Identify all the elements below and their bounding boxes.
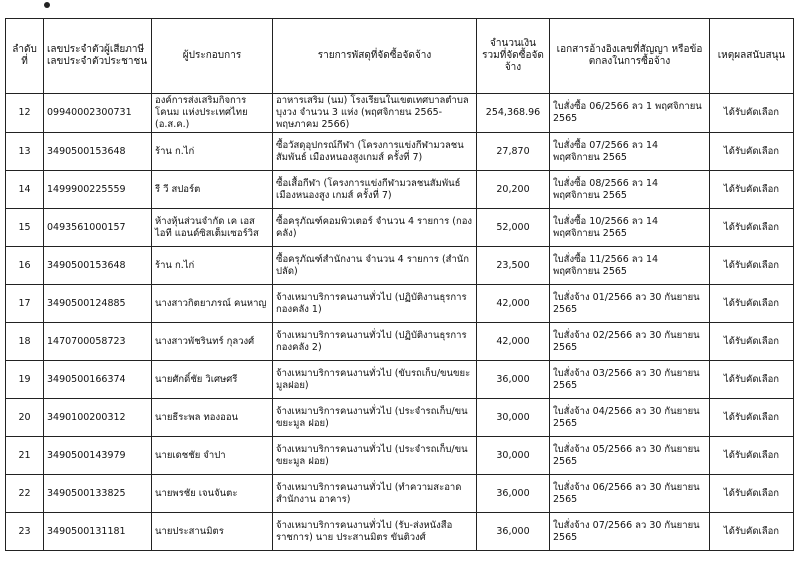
row-no: 23: [6, 513, 44, 551]
row-doc: ใบสั่งจ้าง 02/2566 ลว 30 กันยายน 2565: [550, 323, 710, 361]
header-no: ลำดับที่: [6, 19, 44, 94]
row-doc: ใบสั่งจ้าง 05/2566 ลว 30 กันยายน 2565: [550, 437, 710, 475]
row-tax-id: 3490500153648: [44, 133, 152, 171]
row-reason: ได้รับคัดเลือก: [710, 475, 794, 513]
row-vendor: นายพรชัย เจนจันตะ: [152, 475, 273, 513]
row-no: 15: [6, 209, 44, 247]
row-item: จ้างเหมาบริการคนงานทั่วไป (ปฏิบัติงานธุรการกองคลัง 1): [273, 285, 477, 323]
row-no: 21: [6, 437, 44, 475]
row-vendor: องค์การส่งเสริมกิจการโคนม แห่งประเทศไทย (อ.ส.ค.): [152, 94, 273, 133]
row-doc: ใบสั่งซื้อ 08/2566 ลว 14 พฤศจิกายน 2565: [550, 171, 710, 209]
row-amount: 36,000: [477, 361, 550, 399]
row-reason: ได้รับคัดเลือก: [710, 209, 794, 247]
row-amount: 27,870: [477, 133, 550, 171]
row-vendor: นายธีระพล ทองออน: [152, 399, 273, 437]
row-amount: 30,000: [477, 399, 550, 437]
row-vendor: นายเดชชัย จำปา: [152, 437, 273, 475]
table-row: [6, 209, 794, 247]
row-amount: 36,000: [477, 475, 550, 513]
header-doc: เอกสารอ้างอิงเลขที่สัญญา หรือข้อตกลงในการซื้อจ้าง: [550, 19, 710, 94]
row-amount: 52,000: [477, 209, 550, 247]
row-vendor: ห้างหุ้นส่วนจำกัด เค เอส ไอที แอนด์ซิสเต็มเซอร์วิส: [152, 209, 273, 247]
row-item: ซื้อครุภัณฑ์สำนักงาน จำนวน 4 รายการ (สำนักปลัด): [273, 247, 477, 285]
table-row: [6, 399, 794, 437]
row-vendor: นายศักดิ์ชัย วิเศษศรี: [152, 361, 273, 399]
table-row: [6, 323, 794, 361]
row-amount: 42,000: [477, 285, 550, 323]
row-reason: ได้รับคัดเลือก: [710, 94, 794, 133]
table-row: [6, 94, 794, 133]
row-amount: 30,000: [477, 437, 550, 475]
scan-mark: [44, 2, 50, 8]
table-row: [6, 475, 794, 513]
table-row: [6, 361, 794, 399]
row-tax-id: 3490100200312: [44, 399, 152, 437]
table-row: [6, 247, 794, 285]
row-no: 19: [6, 361, 44, 399]
table-row: [6, 437, 794, 475]
row-item: จ้างเหมาบริการคนงานทั่วไป (ประจำรถเก็บ/ขนขยะมูล ฝอย): [273, 437, 477, 475]
row-item: ซื้อครุภัณฑ์คอมพิวเตอร์ จำนวน 4 รายการ (กองคลัง): [273, 209, 477, 247]
row-item: จ้างเหมาบริการคนงานทั่วไป (ทำความสะอาดสำนักงาน อาคาร): [273, 475, 477, 513]
procurement-table: [5, 18, 794, 551]
row-vendor: นางสาวกิตยาภรณ์ คนหาญ: [152, 285, 273, 323]
row-tax-id: 1470700058723: [44, 323, 152, 361]
row-doc: ใบสั่งซื้อ 07/2566 ลว 14 พฤศจิกายน 2565: [550, 133, 710, 171]
header-amount: จำนวนเงิน รวมที่จัดซื้อจัด จ้าง: [477, 19, 550, 94]
row-tax-id: 3490500166374: [44, 361, 152, 399]
row-no: 12: [6, 94, 44, 133]
row-tax-id: 3490500131181: [44, 513, 152, 551]
row-item: อาหารเสริม (นม) โรงเรียนในเขตเทศบาลตำบลบุงวง จำนวน 3 แห่ง (พฤศจิกายน 2565-พฤษภาคม 2566): [273, 94, 477, 133]
row-vendor: ร้าน ก.ไก่: [152, 247, 273, 285]
row-item: จ้างเหมาบริการคนงานทั่วไป (รับ-ส่งหนังสือราชการ) นาย ประสานมิตร ขันติวงศ์: [273, 513, 477, 551]
row-no: 13: [6, 133, 44, 171]
row-amount: 254,368.96: [477, 94, 550, 133]
row-item: จ้างเหมาบริการคนงานทั่วไป (ประจำรถเก็บ/ขนขยะมูล ฝอย): [273, 399, 477, 437]
header-vendor: ผู้ประกอบการ: [152, 19, 273, 94]
row-vendor: รี วี สปอร์ต: [152, 171, 273, 209]
row-reason: ได้รับคัดเลือก: [710, 399, 794, 437]
row-reason: ได้รับคัดเลือก: [710, 437, 794, 475]
row-no: 17: [6, 285, 44, 323]
row-tax-id: 1499900225559: [44, 171, 152, 209]
row-vendor: ร้าน ก.ไก่: [152, 133, 273, 171]
row-amount: 23,500: [477, 247, 550, 285]
row-doc: ใบสั่งจ้าง 03/2566 ลว 30 กันยายน 2565: [550, 361, 710, 399]
row-item: ซื้อเสื้อกีฬา (โครงการแข่งกีฬามวลชนสัมพันธ์ เมืองหนองสูง เกมส์ ครั้งที่ 7): [273, 171, 477, 209]
row-reason: ได้รับคัดเลือก: [710, 133, 794, 171]
row-amount: 20,200: [477, 171, 550, 209]
row-tax-id: 09940002300731: [44, 94, 152, 133]
table-row: [6, 285, 794, 323]
row-vendor: นายประสานมิตร: [152, 513, 273, 551]
table-row: [6, 133, 794, 171]
row-no: 22: [6, 475, 44, 513]
row-doc: ใบสั่งซื้อ 10/2566 ลว 14 พฤศจิกายน 2565: [550, 209, 710, 247]
row-tax-id: 3490500153648: [44, 247, 152, 285]
table-row: [6, 513, 794, 551]
row-tax-id: 0493561000157: [44, 209, 152, 247]
row-no: 14: [6, 171, 44, 209]
row-tax-id: 3490500124885: [44, 285, 152, 323]
row-tax-id: 3490500133825: [44, 475, 152, 513]
row-item: ซื้อวัสดุอุปกรณ์กีฬา (โครงการแข่งกีฬามวลชนสัมพันธ์ เมืองหนองสูงเกมส์ ครั้งที่ 7): [273, 133, 477, 171]
row-vendor: นางสาวพัชรินทร์ กุลวงศ์: [152, 323, 273, 361]
row-no: 20: [6, 399, 44, 437]
row-doc: ใบสั่งจ้าง 07/2566 ลว 30 กันยายน 2565: [550, 513, 710, 551]
row-doc: ใบสั่งจ้าง 01/2566 ลว 30 กันยายน 2565: [550, 285, 710, 323]
row-reason: ได้รับคัดเลือก: [710, 361, 794, 399]
table-row: [6, 171, 794, 209]
row-no: 16: [6, 247, 44, 285]
row-item: จ้างเหมาบริการคนงานทั่วไป (ขับรถเก็บ/ขนขยะมูลฝอย): [273, 361, 477, 399]
row-reason: ได้รับคัดเลือก: [710, 171, 794, 209]
row-reason: ได้รับคัดเลือก: [710, 285, 794, 323]
row-reason: ได้รับคัดเลือก: [710, 513, 794, 551]
row-item: จ้างเหมาบริการคนงานทั่วไป (ปฏิบัติงานธุรการกองคลัง 2): [273, 323, 477, 361]
row-doc: ใบสั่งจ้าง 04/2566 ลว 30 กันยายน 2565: [550, 399, 710, 437]
row-doc: ใบสั่งซื้อ 11/2566 ลว 14 พฤศจิกายน 2565: [550, 247, 710, 285]
header-reason: เหตุผลสนับสนุน: [710, 19, 794, 94]
row-reason: ได้รับคัดเลือก: [710, 323, 794, 361]
header-item: รายการพัสดุที่จัดซื้อจัดจ้าง: [273, 19, 477, 94]
header-tax-id: เลขประจำตัวผู้เสียภาษี เลขประจำตัวประชาชน: [44, 19, 152, 94]
header-row: [6, 19, 794, 94]
row-amount: 36,000: [477, 513, 550, 551]
row-tax-id: 3490500143979: [44, 437, 152, 475]
row-no: 18: [6, 323, 44, 361]
row-reason: ได้รับคัดเลือก: [710, 247, 794, 285]
row-amount: 42,000: [477, 323, 550, 361]
row-doc: ใบสั่งซื้อ 06/2566 ลว 1 พฤศจิกายน 2565: [550, 94, 710, 133]
row-doc: ใบสั่งจ้าง 06/2566 ลว 30 กันยายน 2565: [550, 475, 710, 513]
